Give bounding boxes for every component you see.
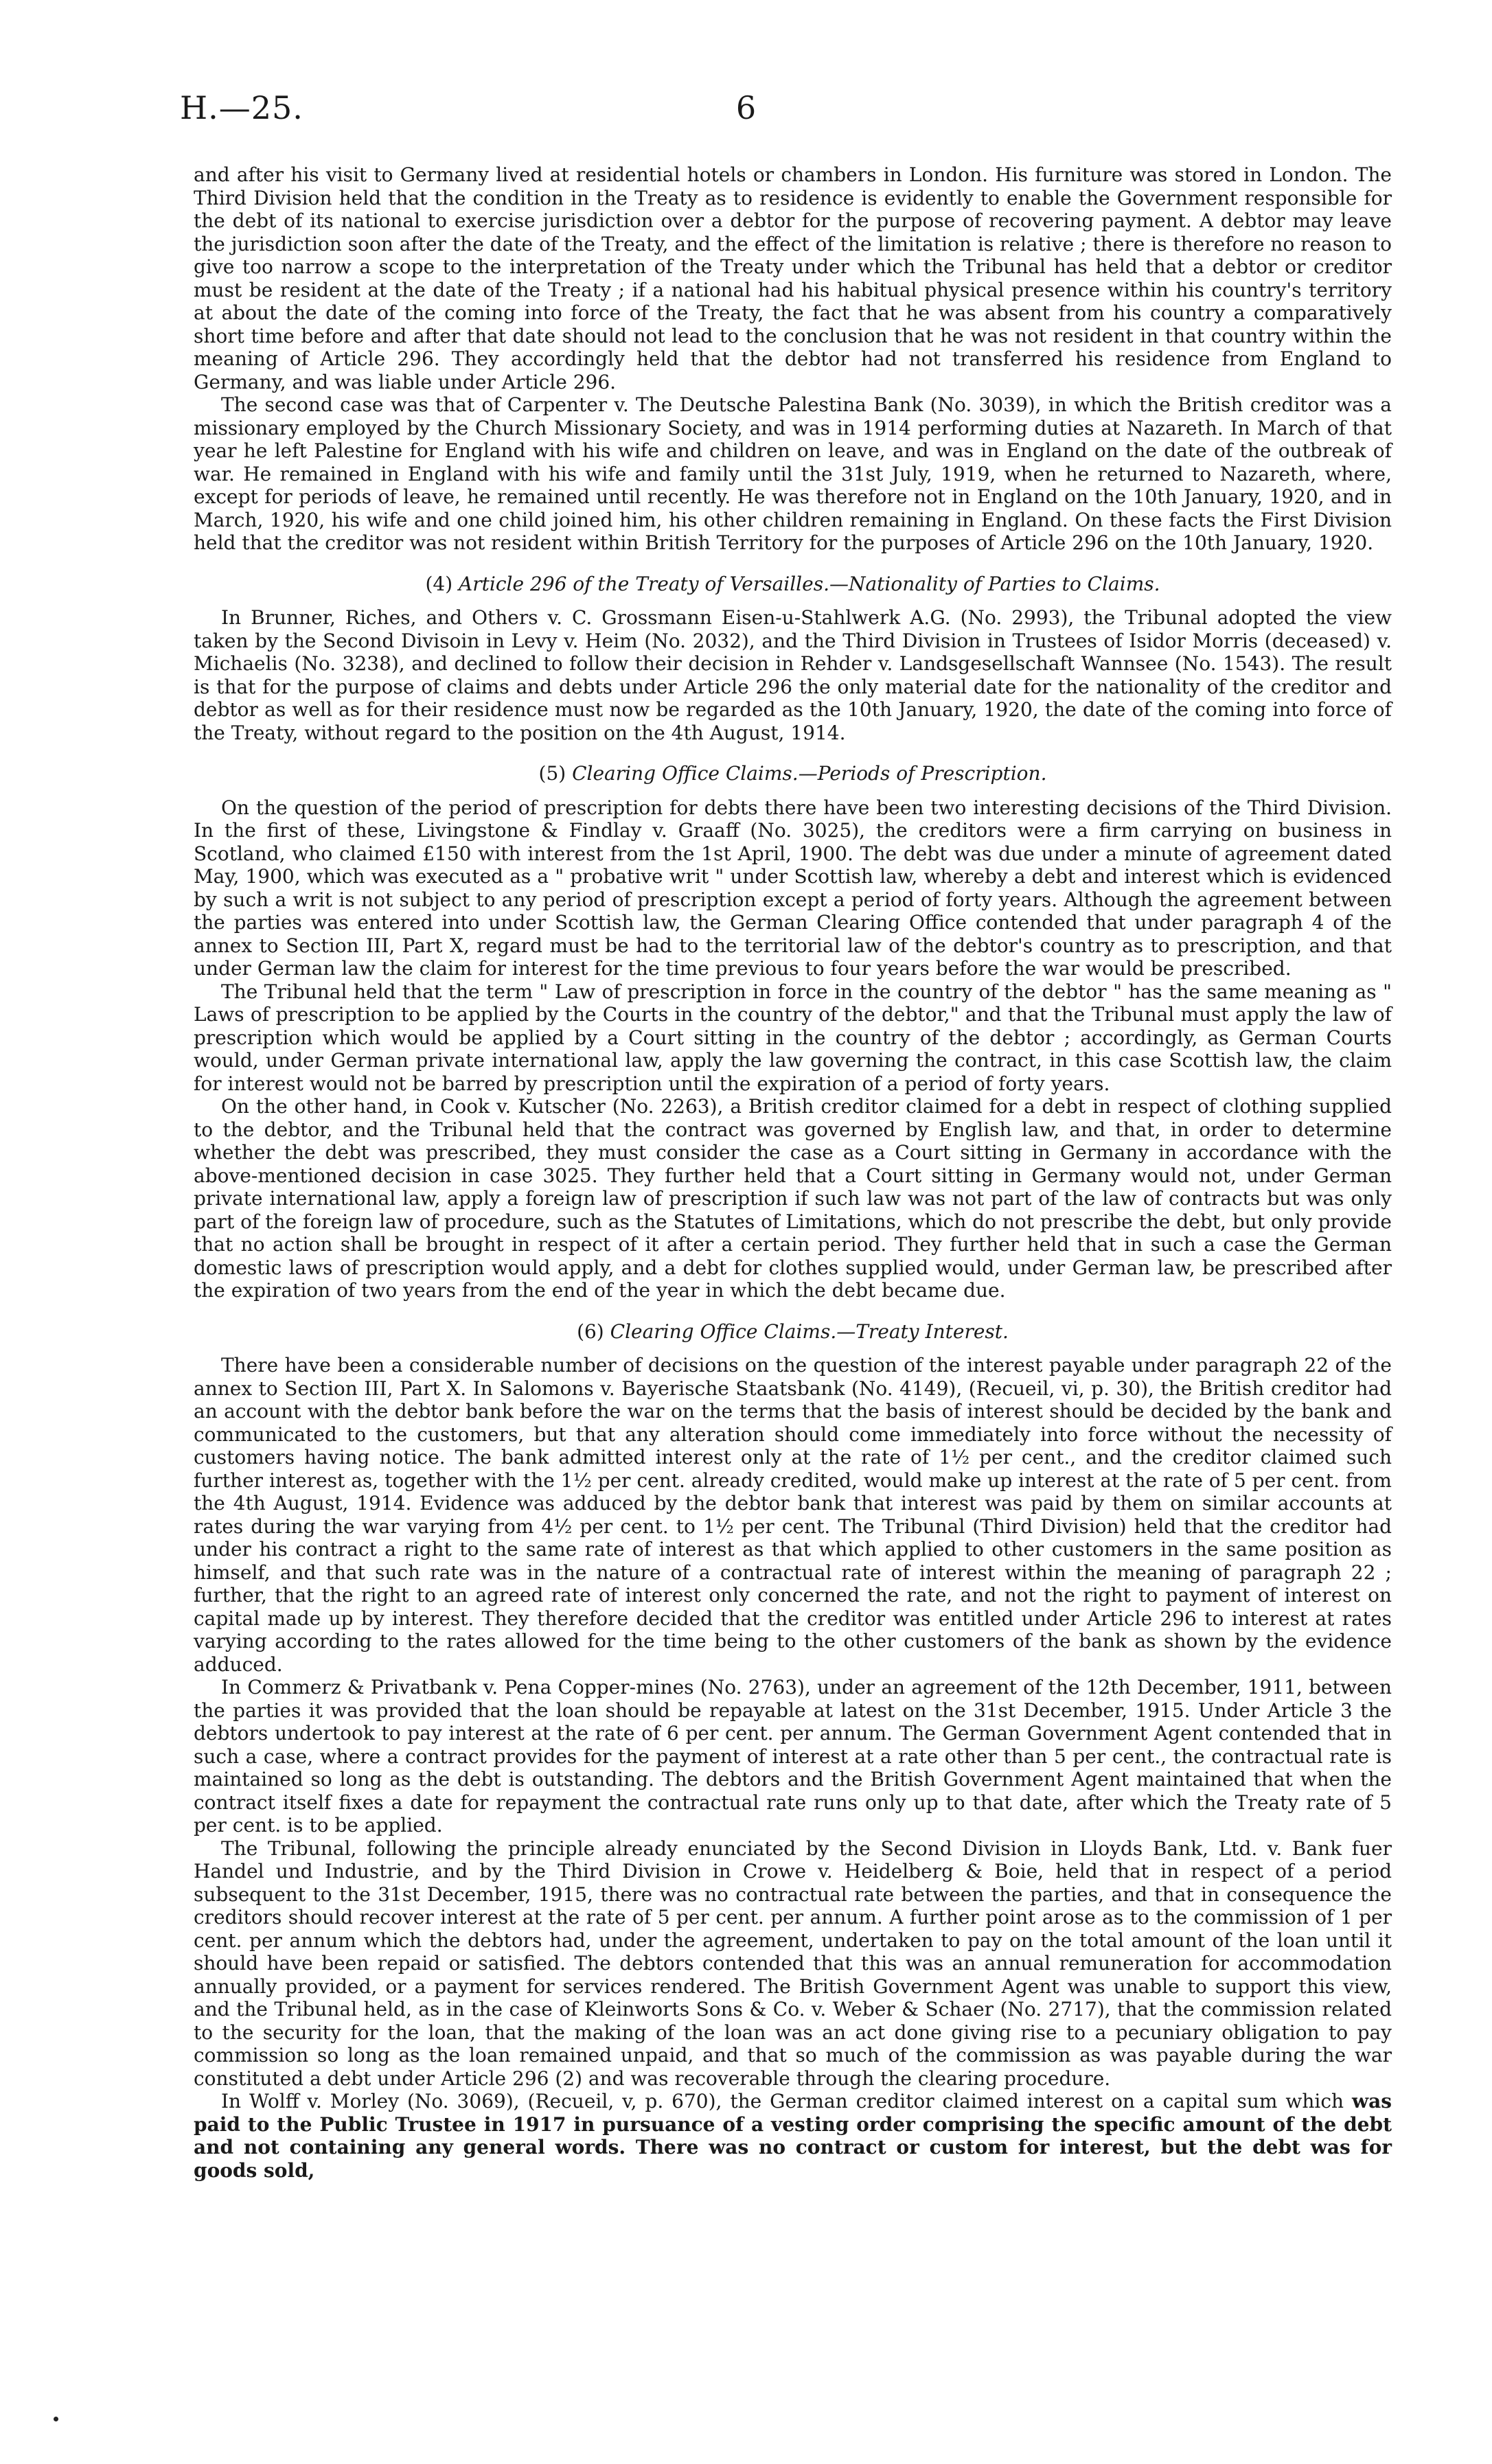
- section-title: Article 296 of the Treaty of Versailles.—Nationality of Parties to Claims.: [459, 572, 1160, 595]
- paragraph: The Tribunal held that the term " Law of prescription in force in the country of the debtor " has the same meaning as " Laws of prescription to be applied by the Courts in the country of the debtor," and that the Tribunal must apply the law of prescription which would be applied by a Court sitting in the country of the debtor ; accordingly, as German Courts would, under German private international law, apply the law governing the contract, in this case Scottish law, the claim for interest would not be barred by prescription until the expiration of a period of forty years.: [194, 980, 1392, 1095]
- paragraph-text: In Wolff v. Morley (No. 3069), (Recueil, v, p. 670), the German creditor claimed interest on a capital sum which: [221, 2090, 1344, 2112]
- paragraph: The second case was that of Carpenter v. The Deutsche Palestina Bank (No. 3039), in which the British creditor was a missionary employed by the Church Missionary Society, and was in 1914 performing duties at Nazareth. In March of that year he left Palestine for England with his wife and children on leave, and was in England on the date of the outbreak of war. He remained in England with his wife and family until the 31st July, 1919, when he returned to Nazareth, where, except for periods of leave, he remained until recently. He was therefore not in England on the 10th January, 1920, and in March, 1920, his wife and one child joined him, his other children remaining in England. On these facts the First Division held that the creditor was not resident within British Territory for the purposes of Article 296 on the 10th January, 1920.: [194, 393, 1392, 554]
- paragraph: [194, 2090, 1392, 2182]
- section-heading: [194, 1320, 1392, 1344]
- body-text: [194, 163, 1392, 2182]
- section-title: Clearing Office Claims.—Treaty Interest.: [610, 1320, 1009, 1343]
- section-number: (6): [577, 1320, 604, 1343]
- paragraph: In Commerz & Privatbank v. Pena Copper-mines (No. 2763), under an agreement of the 12th December, 1911, between the parties it was provided that the loan should be repayable at latest on the 31st December, 1915. Under Article 3 the debtors undertook to pay interest at the rate of 6 per cent. per annum. The German Government Agent contended that in such a case, where a contract provides for the payment of interest at a rate other than 5 per cent., the contractual rate is maintained so long as the debt is outstanding. The debtors and the British Government Agent maintained that when the contract itself fixes a date for repayment the contractual rate runs only up to that date, after which the Treaty rate of 5 per cent. is to be applied.: [194, 1676, 1392, 1837]
- section-number: (5): [538, 762, 566, 785]
- section-number: (4): [425, 572, 453, 595]
- paragraph: On the other hand, in Cook v. Kutscher (No. 2263), a British creditor claimed for a debt in respect of clothing supplied to the debtor, and the Tribunal held that the contract was governed by English law, and that, in order to determine whether the debt was prescribed, they must consider the case as a Court sitting in Germany in accordance with the above-mentioned decision in case 3025. They further held that a Court sitting in Germany would not, under German private international law, apply a foreign law of prescription if such law was not part of the law of contracts but was only part of the foreign law of procedure, such as the Statutes of Limitations, which do not prescribe the debt, but only provide that no action shall be brought in respect of it after a certain period. They further held that in such a case the German domestic laws of prescription would apply, and a debt for clothes supplied would, under German law, be prescribed after the expiration of two years from the end of the year in which the debt became due.: [194, 1095, 1392, 1302]
- paragraph: In Brunner, Riches, and Others v. C. Grossmann Eisen-u-Stahlwerk A.G. (No. 2993), the Tribunal adopted the view taken by the Second Divisoin in Levy v. Heim (No. 2032), and the Third Division in Trustees of Isidor Morris (deceased) v. Michaelis (No. 3238), and declined to follow their decision in Rehder v. Landsgesellschaft Wannsee (No. 1543). The result is that for the purpose of claims and debts under Article 296 the only material date for the nationality of the creditor and debtor as well as for their residence must now be regarded as the 10th January, 1920, the date of the coming into force of the Treaty, without regard to the position on the 4th August, 1914.: [194, 606, 1392, 744]
- section-heading: [194, 573, 1392, 596]
- page-number: 6: [735, 89, 757, 126]
- paragraph: On the question of the period of prescription for debts there have been two interesting decisions of the Third Division. In the first of these, Livingstone & Findlay v. Graaff (No. 3025), the creditors were a firm carrying on business in Scotland, who claimed £150 with interest from the 1st April, 1900. The debt was due under a minute of agreement dated May, 1900, which was executed as a " probative writ " under Scottish law, whereby a debt and interest which is evidenced by such a writ is not subject to any period of prescription except a period of forty years. Although the agreement between the parties was entered into under Scottish law, the German Clearing Office contended that under paragraph 4 of the annex to Section III, Part X, regard must be had to the territorial law of the debtor's country as to prescription, and that under German law the claim for interest for the time previous to four years before the war would be prescribed.: [194, 796, 1392, 980]
- section-title: Clearing Office Claims.—Periods of Prescription.: [572, 762, 1047, 785]
- paragraph: The Tribunal, following the principle already enunciated by the Second Division in Lloyds Bank, Ltd. v. Bank fuer Handel und Industrie, and by the Third Division in Crowe v. Heidelberg & Boie, held that in respect of a period subsequent to the 31st December, 1915, there was no contractual rate between the parties, and that in consequence the creditors should recover interest at the rate of 5 per cent. per annum. A further point arose as to the commission of 1 per cent. per annum which the debtors had, under the agreement, undertaken to pay on the total amount of the loan until it should have been repaid or satisfied. The debtors contended that this was an annual remuneration for accommodation annually provided, or a payment for services rendered. The British Government Agent was unable to support this view, and the Tribunal held, as in the case of Kleinworts Sons & Co. v. Weber & Schaer (No. 2717), that the commission related to the security for the loan, that the making of the loan was an act done giving rise to a pecuniary obligation to pay commission so long as the loan remained unpaid, and that so much of the commission as was payable during the war constituted a debt under Article 296 (2) and was recoverable through the clearing procedure.: [194, 1837, 1392, 2090]
- section-heading: [194, 762, 1392, 785]
- page-header: [180, 89, 1312, 130]
- paragraph-text-bold: was paid to the Public Trustee in 1917 in pursuance of a vesting order comprising the specific amount of the debt and not containing any general words. There was no contract or custom for interest, but the debt was for goods sold,: [194, 2090, 1392, 2182]
- paragraph: There have been a considerable number of decisions on the question of the interest payable under paragraph 22 of the annex to Section III, Part X. In Salomons v. Bayerische Staatsbank (No. 4149), (Recueil, vi, p. 30), the British creditor had an account with the debtor bank before the war on the terms that the basis of interest should be decided by the bank and communicated to the customers, but that any alteration should come immediately into force without the necessity of customers having notice. The bank admitted interest only at the rate of 1½ per cent., and the creditor claimed such further interest as, together with the 1½ per cent. already credited, would make up interest at the rate of 5 per cent. from the 4th August, 1914. Evidence was adduced by the debtor bank that interest was paid by them on similar accounts at rates during the war varying from 4½ per cent. to 1½ per cent. The Tribunal (Third Division) held that the creditor had under his contract a right to the same rate of interest as that which applied to other customers in the same position as himself, and that such rate was in the nature of a contractual rate of interest within the meaning of paragraph 22 ; further, that the right to an agreed rate of interest only concerned the rate, and not the right to payment of interest on capital made up by interest. They therefore decided that the creditor was entitled under Article 296 to interest at rates varying according to the rates allowed for the time being to the other customers of the bank as shown by the evidence adduced.: [194, 1354, 1392, 1676]
- paragraph: and after his visit to Germany lived at residential hotels or chambers in London. His furniture was stored in London. The Third Division held that the condition in the Treaty as to residence is evidently to enable the Government responsible for the debt of its national to exercise jurisdiction over a debtor for the purpose of recovering payment. A debtor may leave the jurisdiction soon after the date of the Treaty, and the effect of the limitation is relative ; there is therefore no reason to give too narrow a scope to the interpretation of the Treaty under which the Tribunal has held that a debtor or creditor must be resident at the date of the Treaty ; if a national had his habitual physical presence within his country's territory at about the date of the coming into force of the Treaty, the fact that he was absent from his country a comparatively short time before and after that date should not lead to the conclusion that he was not resident in that country within the meaning of Article 296. They accordingly held that the debtor had not transferred his residence from England to Germany, and was liable under Article 296.: [194, 163, 1392, 393]
- document-id: H.—25.: [180, 89, 303, 126]
- margin-mark: [54, 2417, 58, 2421]
